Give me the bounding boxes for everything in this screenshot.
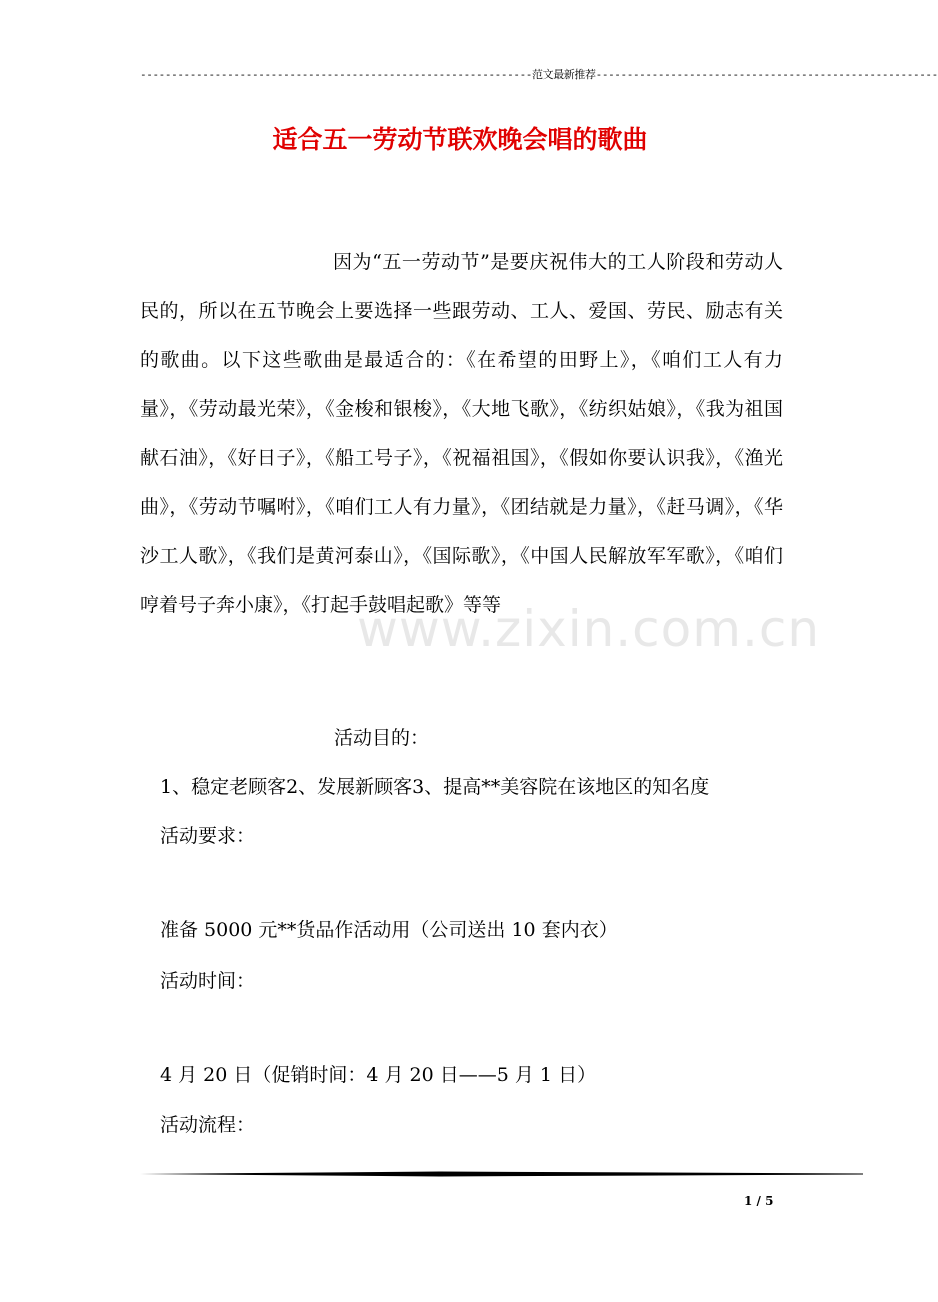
purpose-heading: 活动目的： (334, 727, 430, 749)
requirements-heading: 活动要求： (160, 825, 256, 847)
time-text: 4 月 20 日（促销时间：4 月 20 日——5 月 1 日） (160, 1064, 597, 1086)
footer-divider (140, 1170, 863, 1178)
page-header: ---------------------------------------------------------------范文最新推荐------------------------------------------------------- (140, 68, 938, 81)
document-title: 适合五一劳动节联欢晚会唱的歌曲 (272, 125, 648, 154)
watermark: www.zixin.com.cn (357, 600, 821, 658)
intro-paragraph: 因为“五一劳动节”是要庆祝伟大的工人阶段和劳动人民的，所以在五节晚会上要选择一些跟劳动、工人、爱国、劳民、励志有关的歌曲。以下这些歌曲是最适合的：《在希望的田野上》，《咱们工人有力量》，《劳动最光荣》，《金梭和银梭》，《大地飞歌》，《纺织姑娘》，《我为祖国献石油》，《好日子》，《船工号子》，《祝福祖国》，《假如你要认识我》，《渔光曲》，《劳动节嘱咐》，《咱们工人有力量》，《团结就是力量》，《赶马调》，《华沙工人歌》，《我们是黄河泰山》，《国际歌》，《中国人民解放军军歌》，《咱们哼着号子奔小康》，《打起手鼓唱起歌》等等 (140, 251, 783, 616)
purpose-items: 1、稳定老顾客2、发展新顾客3、提高**美容院在该地区的知名度 (160, 776, 710, 798)
time-heading: 活动时间： (160, 970, 256, 992)
process-heading: 活动流程： (160, 1114, 256, 1136)
requirements-text: 准备 5000 元**货品作活动用（公司送出 10 套内衣） (160, 919, 618, 941)
page-number: 1 / 5 (744, 1194, 774, 1208)
